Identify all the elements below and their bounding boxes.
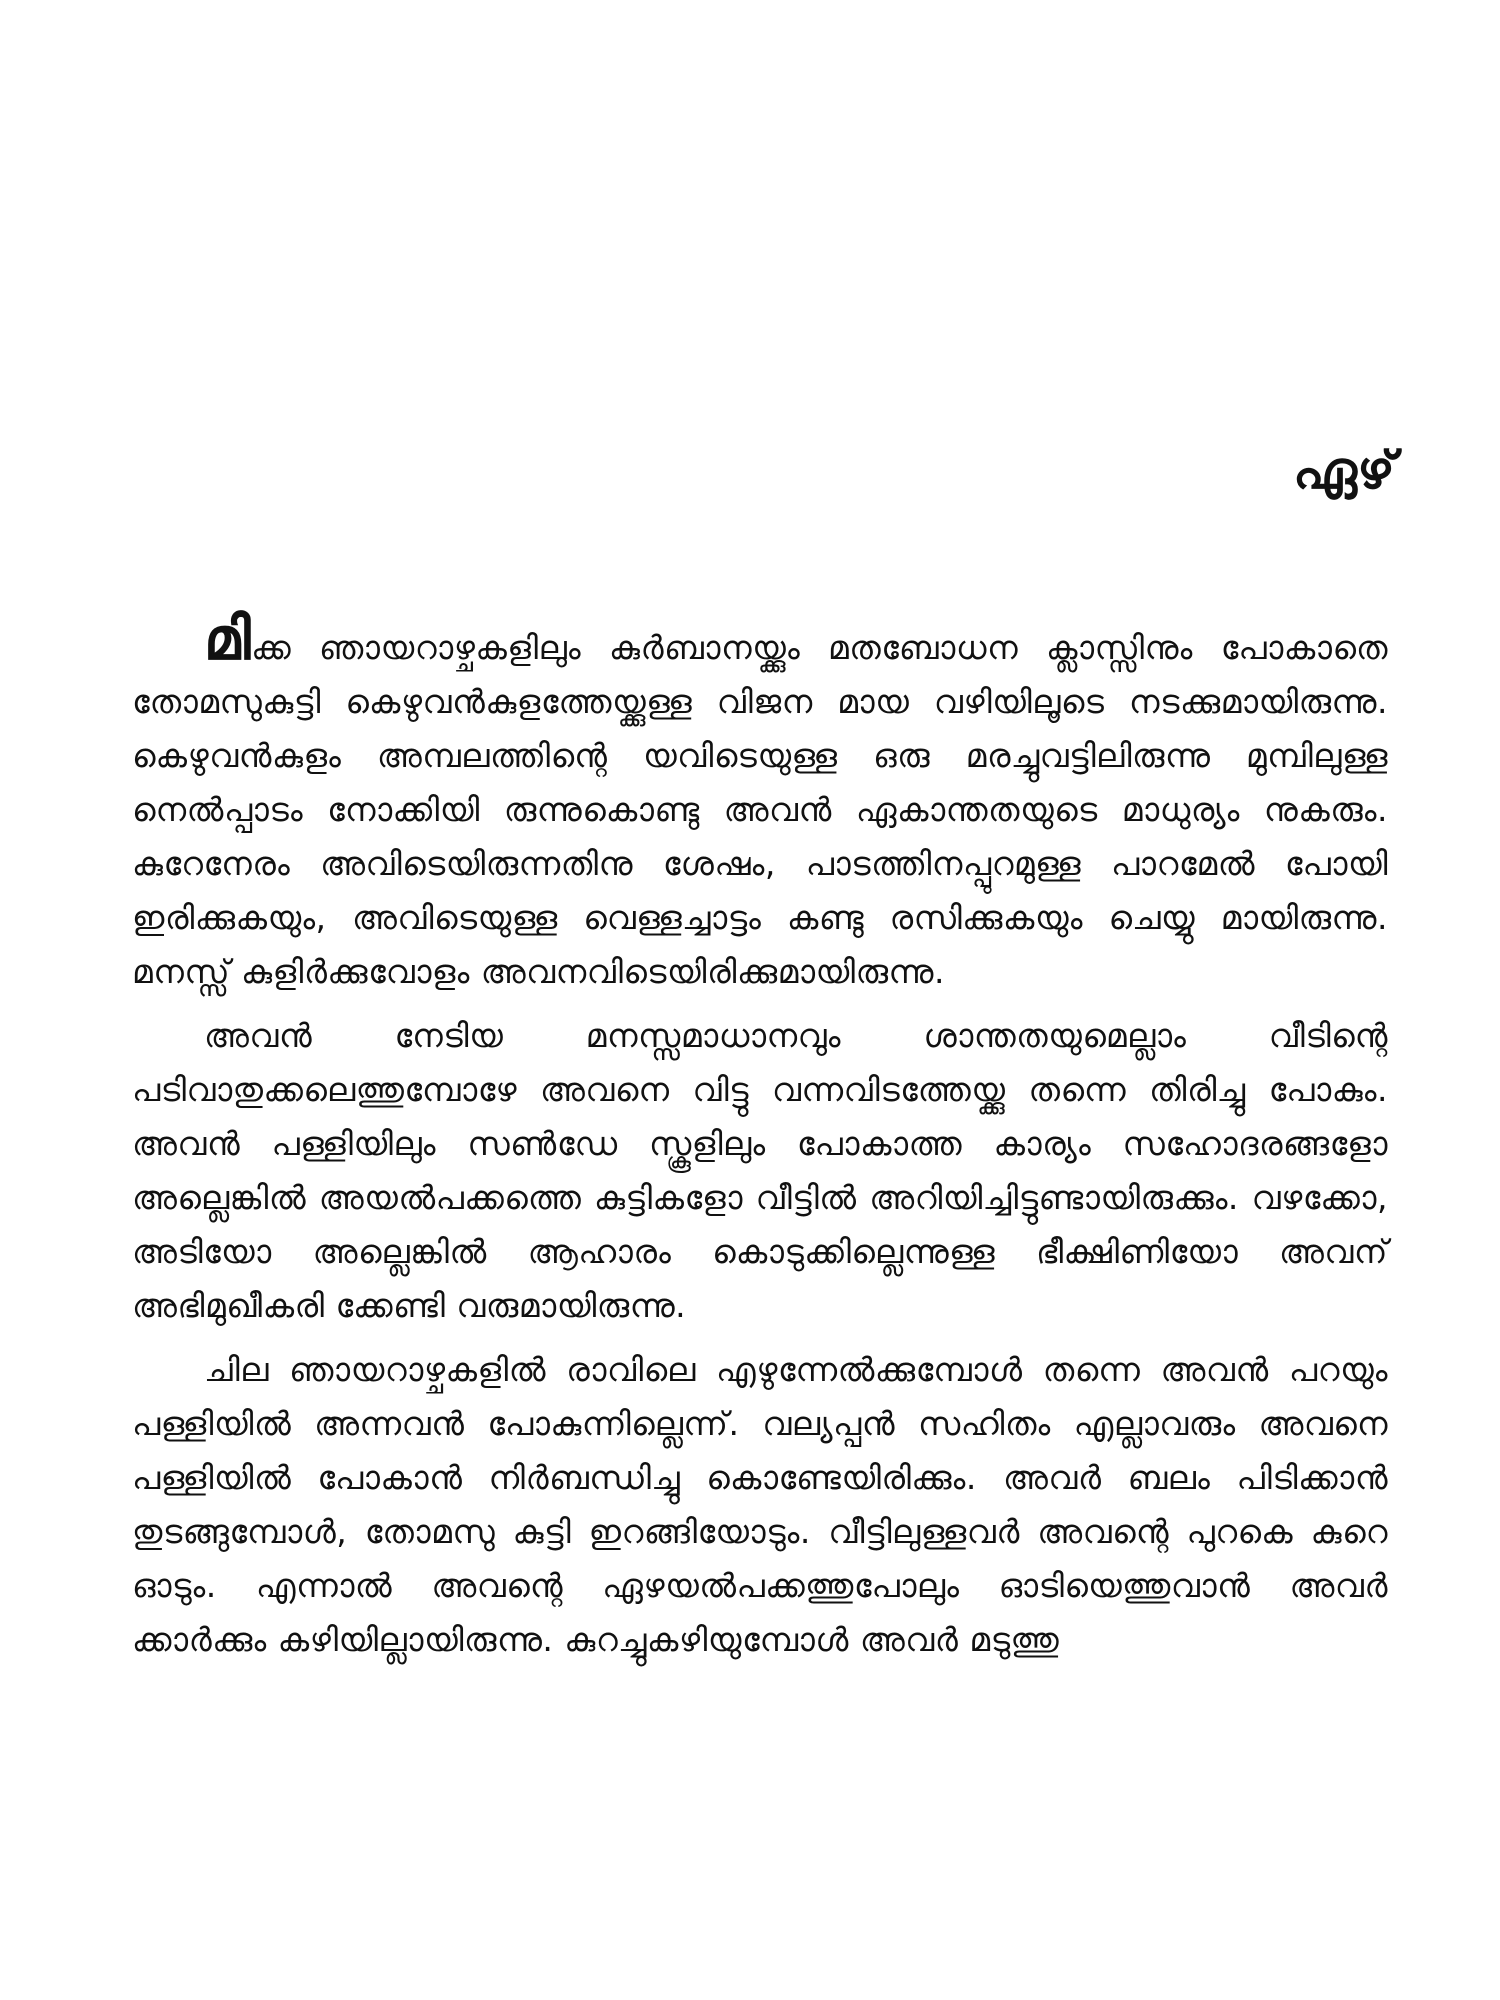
paragraph-text: ചില ഞായറാഴ്ചകളിൽ രാവിലെ എഴുന്നേൽക്കുമ്പോൾ തന്നെ അവൻ പറയും പള്ളിയിൽ അന്നവൻ പോകുന്നില്ലെന്ന്. വല്യപ്പൻ സഹിതം എല്ലാവരും അവനെ പള്ളിയിൽ പോകാൻ നിർബന്ധിച്ചു കൊണ്ടേയിരിക്കും. അവർ ബലം പിടിക്കാൻ തുടങ്ങുമ്പോൾ, തോമസു കുട്ടി ഇറങ്ങിയോടും. വീട്ടിലുള്ളവർ അവന്റെ പുറകെ കുറെ ഓടും. എന്നാൽ അവന്റെ ഏഴയൽപക്കത്തുപോലും ഓടിയെത്തുവാൻ അവർ ക്കാർക്കും കഴിയില്ലായിരുന്നു. കുറച്ചുകഴിയുമ്പോൾ അവർ മടുത്തു bbox=[132, 1350, 1388, 1659]
paragraph-text: ക്ക ഞായറാഴ്ചകളിലും കുർബാനയ്ക്കും മതബോധന ക്ലാസ്സിനും പോകാതെ തോമസുകുട്ടി കെഴുവൻകുളത്തേയ്ക്കുള്ള വിജന മായ വഴിയിലൂടെ നടക്കുമായിരുന്നു. കെഴുവൻകുളം അമ്പലത്തിന്റെ യവിടെയുള്ള ഒരു മരച്ചുവട്ടിലിരുന്നു മുമ്പിലുള്ള നെൽപ്പാടം നോക്കിയി രുന്നുകൊണ്ടു അവൻ ഏകാന്തതയുടെ മാധുര്യം നുകരും. കുറേനേരം അവിടെയിരുന്നതിനു ശേഷം, പാടത്തിനപ്പുറമുള്ള പാറമേൽ പോയി ഇരിക്കുകയും, അവിടെയുള്ള വെള്ളച്ചാട്ടം കണ്ടു രസിക്കുകയും ചെയ്യു മായിരുന്നു. മനസ്സ് കുളിർക്കുവോളം അവനവിടെയിരിക്കുമായിരുന്നു. bbox=[132, 628, 1388, 991]
drop-cap: മി bbox=[204, 605, 252, 673]
paragraph bbox=[132, 1343, 1388, 1667]
paragraph bbox=[132, 1009, 1388, 1333]
paragraph-text: അവൻ നേടിയ മനസ്സമാധാനവും ശാന്തതയുമെല്ലാം വീടിന്റെ പടിവാതുക്കലെത്തുമ്പോഴേ അവനെ വിട്ടു വന്നവിടത്തേയ്ക്കു തന്നെ തിരിച്ചു പോകും. അവൻ പള്ളിയിലും സൺഡേ സ്കൂളിലും പോകാത്ത കാര്യം സഹോദരങ്ങളോ അല്ലെങ്കിൽ അയൽപക്കത്തെ കുട്ടികളോ വീട്ടിൽ അറിയിച്ചിട്ടുണ്ടായിരുക്കും. വഴക്കോ, അടിയോ അല്ലെങ്കിൽ ആഹാരം കൊടുക്കില്ലെന്നുള്ള ഭീക്ഷിണിയോ അവന് അഭിമുഖീകരി ക്കേണ്ടി വരുമായിരുന്നു. bbox=[132, 1016, 1388, 1325]
chapter-body bbox=[132, 605, 1388, 1677]
chapter-title: ഏഴ് bbox=[1292, 441, 1395, 501]
paragraph bbox=[132, 605, 1388, 999]
